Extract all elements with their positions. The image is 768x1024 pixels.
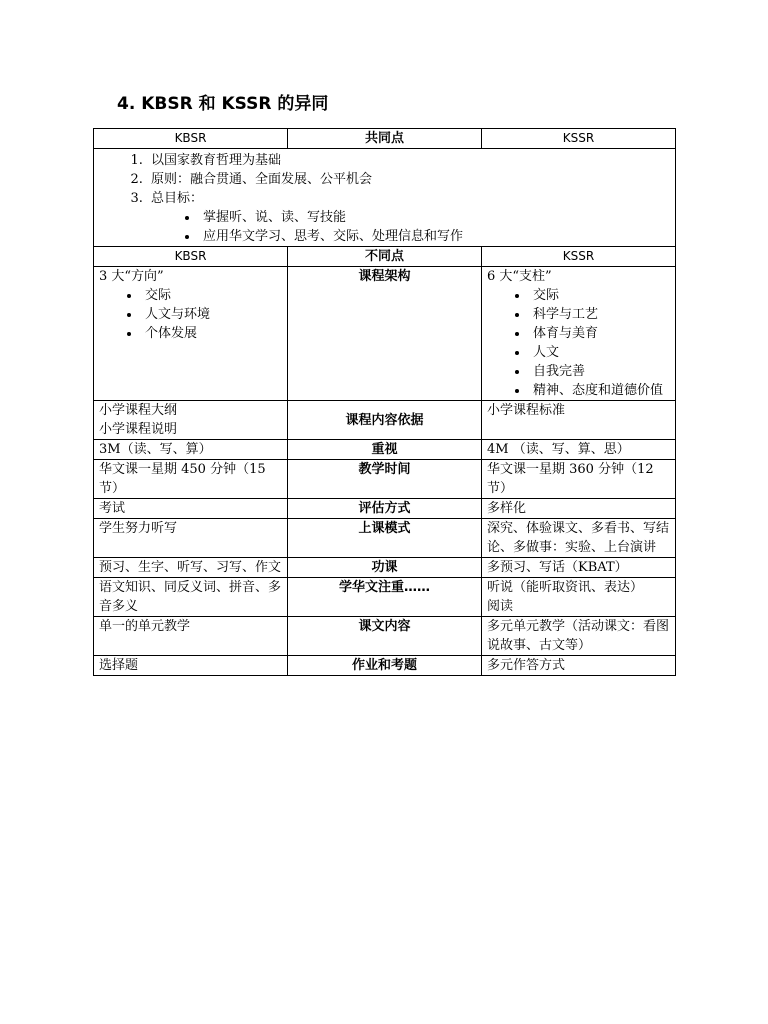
kssr-cell: 小学课程标准 <box>482 401 676 440</box>
common-points-cell <box>94 149 676 247</box>
comparison-table <box>93 128 676 676</box>
kssr-cell: 多预习、写话（KBAT） <box>482 558 676 578</box>
header-row-diff <box>94 247 676 267</box>
aspect-cell: 作业和考题 <box>288 656 482 676</box>
kssr-cell: 深究、体验课文、多看书、写结论、多做事：实验、上台演讲 <box>482 519 676 558</box>
kbsr-cell: 华文课一星期 450 分钟（15 节） <box>94 460 288 499</box>
kssr-cell: 多元作答方式 <box>482 656 676 676</box>
goal-item: • 应用华文学习、思考、交际、处理信息和写作 <box>199 227 670 246</box>
table-row <box>94 558 676 578</box>
table-row <box>94 267 676 401</box>
common-point <box>147 189 670 246</box>
common-row <box>94 149 676 247</box>
cell-line: 听说（能听取资讯、表达） <box>487 580 644 595</box>
cell-line: 阅读 <box>487 599 514 614</box>
aspect-cell: 上课模式 <box>288 519 482 558</box>
header-kbsr: KBSR <box>94 247 288 267</box>
list-item: • 体育与美育 <box>529 324 670 343</box>
table-row <box>94 617 676 656</box>
kssr-cell: 多元单元教学（活动课文：看图说故事、古文等） <box>482 617 676 656</box>
common-point: 2. 原则：融合贯通、全面发展、公平机会 <box>147 170 670 189</box>
list-item: • 精神、态度和道德价值 <box>529 381 670 400</box>
cell-line: 小学课程说明 <box>99 422 178 437</box>
kbsr-cell <box>94 267 288 401</box>
kbsr-cell: 考试 <box>94 499 288 519</box>
table-row <box>94 578 676 617</box>
goal-item: • 掌握听、说、读、写技能 <box>199 208 670 227</box>
aspect-cell: 功课 <box>288 558 482 578</box>
common-point-label: 总目标： <box>151 191 204 206</box>
kbsr-cell: 语文知识、同反义词、拼音、多音多义 <box>94 578 288 617</box>
goals-list <box>151 208 670 246</box>
table-row <box>94 519 676 558</box>
header-kbsr: KBSR <box>94 129 288 149</box>
list-item: • 交际 <box>529 286 670 305</box>
header-kssr: KSSR <box>482 129 676 149</box>
aspect-cell: 重视 <box>288 440 482 460</box>
section-title: 4. KBSR 和 KSSR 的异同 <box>117 94 329 114</box>
cell-line: 小学课程大纲 <box>99 403 178 418</box>
aspect-cell: 课程内容依据 <box>288 401 482 440</box>
common-point: 1. 以国家教育哲理为基础 <box>147 151 670 170</box>
kbsr-cell: 单一的单元教学 <box>94 617 288 656</box>
table-row <box>94 499 676 519</box>
header-kssr: KSSR <box>482 247 676 267</box>
kssr-cell: 4M （读、写、算、思） <box>482 440 676 460</box>
kbsr-cell: 3M（读、写、算） <box>94 440 288 460</box>
table-row <box>94 656 676 676</box>
aspect-cell: 课程架构 <box>288 267 482 401</box>
header-common: 共同点 <box>288 129 482 149</box>
kssr-cell <box>482 578 676 617</box>
kbsr-intro: 3 大“方向” <box>99 269 164 284</box>
list-item: • 个体发展 <box>141 324 282 343</box>
kssr-cell: 华文课一星期 360 分钟（12 节） <box>482 460 676 499</box>
header-differences: 不同点 <box>288 247 482 267</box>
kssr-cell <box>482 267 676 401</box>
list-item: • 科学与工艺 <box>529 305 670 324</box>
list-item: • 自我完善 <box>529 362 670 381</box>
header-row-common <box>94 129 676 149</box>
kbsr-cell <box>94 401 288 440</box>
list-item: • 交际 <box>141 286 282 305</box>
table-row <box>94 401 676 440</box>
kssr-list <box>487 286 670 400</box>
kbsr-cell: 选择题 <box>94 656 288 676</box>
list-item: • 人文 <box>529 343 670 362</box>
table-row <box>94 460 676 499</box>
aspect-cell: 教学时间 <box>288 460 482 499</box>
list-item: • 人文与环境 <box>141 305 282 324</box>
common-points-list <box>99 151 670 246</box>
table-row <box>94 440 676 460</box>
kssr-cell: 多样化 <box>482 499 676 519</box>
aspect-cell: 评估方式 <box>288 499 482 519</box>
kbsr-cell: 预习、生字、听写、习写、作文 <box>94 558 288 578</box>
kbsr-list <box>99 286 282 343</box>
aspect-cell: 课文内容 <box>288 617 482 656</box>
kssr-intro: 6 大“支柱” <box>487 269 552 284</box>
aspect-cell: 学华文注重…… <box>288 578 482 617</box>
kbsr-cell: 学生努力听写 <box>94 519 288 558</box>
